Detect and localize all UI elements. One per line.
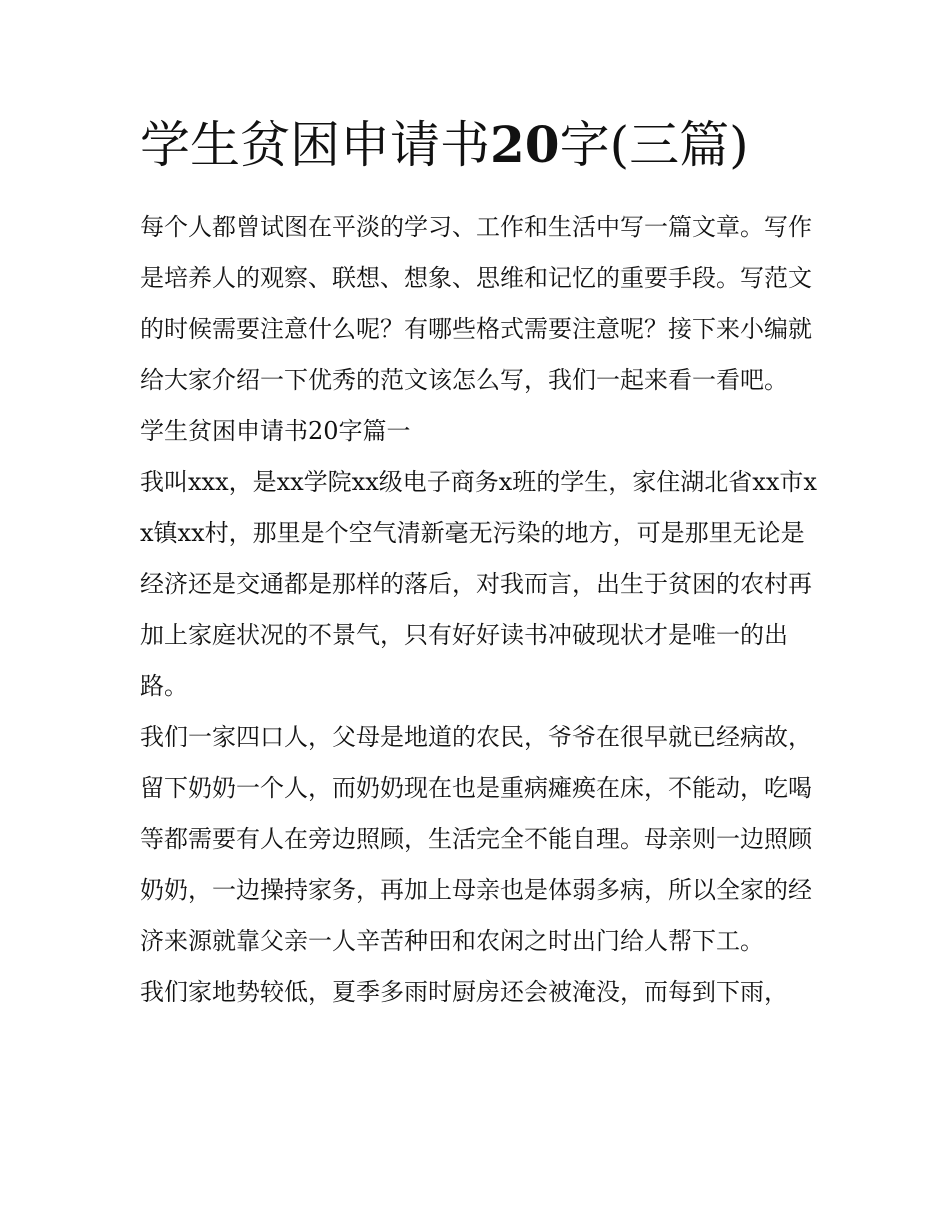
body-paragraph: 我们一家四口人，父母是地道的农民，爷爷在很早就已经病故，留下奶奶一个人，而奶奶现在也是重病瘫痪在床，不能动，吃喝等都需要有人在旁边照顾，生活完全不能自理。母亲则一边照顾奶奶，一边操持家务，再加上母亲也是体弱多病，所以全家的经济来源就靠父亲一人辛苦种田和农闲之时出门给人帮下工。 bbox=[140, 723, 812, 955]
section-heading: 学生贫困申请书20字篇一 bbox=[140, 417, 411, 445]
document-title bbox=[140, 112, 820, 178]
title-text-part1: 学生贫困申请书 bbox=[140, 116, 490, 174]
body-paragraph: 我们家地势较低，夏季多雨时厨房还会被淹没，而每到下雨， bbox=[140, 978, 788, 1006]
body-paragraph: 我叫xxx，是xx学院xx级电子商务x班的学生，家住湖北省xx市xx镇xx村，那里是个空气清新毫无污染的地方，可是那里无论是经济还是交通都是那样的落后，对我而言，出生于贫困的农村再加上家庭状况的不景气，只有好好读书冲破现状才是唯一的出路。 bbox=[140, 468, 817, 700]
title-text-part2: 字(三篇) bbox=[559, 116, 749, 174]
title-number: 20 bbox=[490, 115, 560, 174]
document-body bbox=[140, 202, 820, 1018]
intro-paragraph: 每个人都曾试图在平淡的学习、工作和生活中写一篇文章。写作是培养人的观察、联想、想象、思维和记忆的重要手段。写范文的时候需要注意什么呢？有哪些格式需要注意呢？接下来小编就给大家介绍一下优秀的范文该怎么写，我们一起来看一看吧。 bbox=[140, 213, 812, 394]
document-page bbox=[140, 112, 820, 1018]
